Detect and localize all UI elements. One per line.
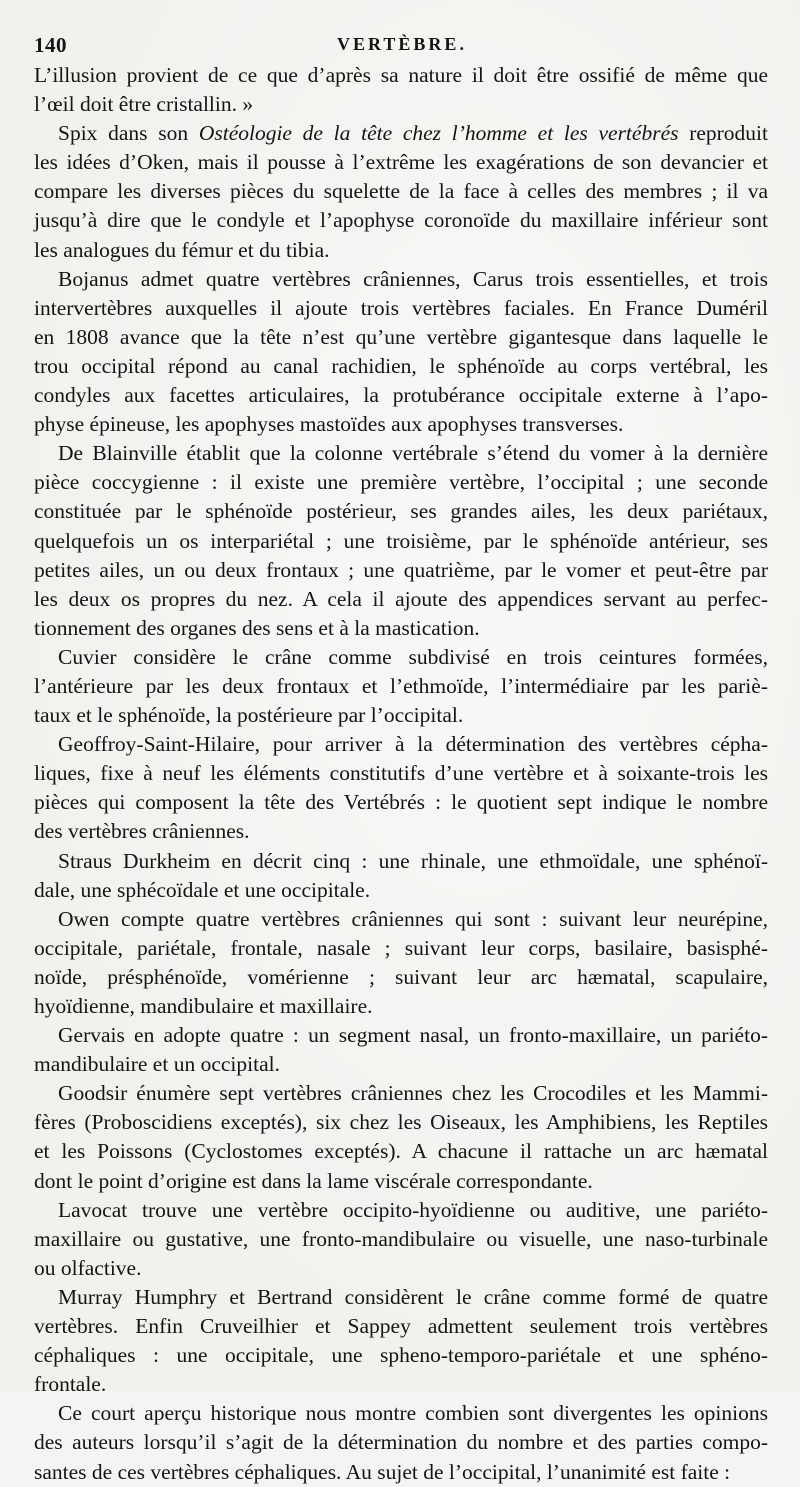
text-line: l’antérieure par les deux frontaux et l’ethmoïde, l’intermédiaire par les pariè- <box>34 673 768 698</box>
text-line: taux et le sphénoïde, la postérieure par l’occipital. <box>34 703 464 728</box>
text-line: Goodsir énumère sept vertèbres crâniennes chez les Crocodiles et les Mammi- <box>58 1081 768 1106</box>
text-line: Straus Durkheim en décrit cinq : une rhinale, une ethmoïdale, une sphénoï- <box>58 848 768 873</box>
running-title: VERTÈBRE. <box>337 34 467 54</box>
running-head <box>34 33 770 57</box>
text-line: De Blainville établit que la colonne vertébrale s’étend du vomer à la dernière <box>58 441 768 466</box>
text-line: Lavocat trouve une vertèbre occipito-hyoïdienne ou auditive, une pariéto- <box>58 1197 768 1222</box>
text-line: les deux os propres du nez. A cela il ajoute des appendices servant au perfec- <box>34 586 768 611</box>
text-line: Cuvier considère le crâne comme subdivisé en trois ceintures formées, <box>58 644 768 669</box>
text-line: dale, une sphécoïdale et une occipitale. <box>34 877 371 902</box>
text-line: fères (Proboscidiens exceptés), six chez les Oiseaux, les Amphibiens, les Reptiles <box>34 1110 768 1135</box>
text-line: noïde, présphénoïde, vomérienne ; suivant leur arc hæmatal, scapulaire, <box>34 964 768 989</box>
text-line: Murray Humphry et Bertrand considèrent le crâne comme formé de quatre <box>58 1284 768 1309</box>
text-line: Gervais en adopte quatre : un segment nasal, un fronto-maxillaire, un pariéto- <box>58 1023 768 1048</box>
text-line: quelquefois un os interpariétal ; une troisième, par le sphénoïde antérieur, ses <box>34 528 768 553</box>
text-line: condyles aux facettes articulaires, la protubérance occipitale externe à l’apo- <box>34 383 768 408</box>
text-line: des auteurs lorsqu’il s’agit de la détermination du nombre et des parties compo- <box>34 1430 768 1455</box>
text-line: compare les diverses pièces du squelette de la face à celles des membres ; il va <box>34 179 768 204</box>
text-line: tionnement des organes des sens et à la mastication. <box>34 615 480 640</box>
text-line: mandibulaire et un occipital. <box>34 1052 280 1077</box>
text-line: pièce coccygienne : il existe une première vertèbre, l’occipital ; une seconde <box>34 470 768 495</box>
text-line: occipitale, pariétale, frontale, nasale ; suivant leur corps, basilaire, basisphé- <box>34 935 768 960</box>
text-line: constituée par le sphénoïde postérieur, ses grandes ailes, les deux pariétaux, <box>34 499 768 524</box>
text-line: hyoïdienne, mandibulaire et maxillaire. <box>34 994 373 1018</box>
text-line: maxillaire ou gustative, une fronto-mandibulaire ou visuelle, une naso-turbinale <box>34 1226 768 1251</box>
text-line: Spix dans son Ostéologie de la tête chez l’homme et les vertébrés reproduit <box>58 121 768 146</box>
text-line: vertèbres. Enfin Cruveilhier et Sappey admettent seulement trois vertèbres <box>34 1314 768 1339</box>
text-line: Geoffroy-Saint-Hilaire, pour arriver à la détermination des vertèbres cépha- <box>58 732 768 757</box>
text-line: L’illusion provient de ce que d’après sa nature il doit être ossifié de même que <box>34 63 768 87</box>
text-line: Bojanus admet quatre vertèbres crâniennes, Carus trois essentielles, et trois <box>58 266 768 291</box>
body-text <box>34 61 768 1487</box>
text-line: pièces qui composent la tête des Vertébrés : le quotient sept indique le nombre <box>34 790 768 815</box>
text-line: Ce court aperçu historique nous montre combien sont divergentes les opinions <box>58 1401 768 1426</box>
text-line: petites ailes, un ou deux frontaux ; une quatrième, par le vomer et peut-être par <box>34 557 768 582</box>
text-line: des vertèbres crâniennes. <box>34 819 250 844</box>
text-line: ou olfactive. <box>34 1255 142 1280</box>
text-line: céphaliques : une occipitale, une spheno-temporo-pariétale et une sphéno- <box>34 1343 768 1368</box>
text-line: santes de ces vertèbres céphaliques. Au sujet de l’occipital, l’unanimité est faite : <box>34 1459 731 1484</box>
text-line: en 1808 avance que la tête n’est qu’une vertèbre gigantesque dans laquelle le <box>34 324 768 349</box>
text-line: physe épineuse, les apophyses mastoïdes aux apophyses transverses. <box>34 412 624 437</box>
text-line: et les Poissons (Cyclostomes exceptés). A chacune il rattache un arc hæmatal <box>34 1139 768 1164</box>
text-line: jusqu’à dire que le condyle et l’apophyse coronoïde du maxillaire inférieur sont <box>34 208 768 233</box>
text-line: intervertèbres auxquelles il ajoute trois vertèbres faciales. En France Duméril <box>34 295 768 320</box>
text-line: les analogues du fémur et du tibia. <box>34 237 330 262</box>
text-line: l’œil doit être cristallin. » <box>34 92 254 117</box>
text-line: trou occipital répond au canal rachidien, le sphénoïde au corps vertébral, les <box>34 353 768 378</box>
text-line: les idées d’Oken, mais il pousse à l’extrême les exagérations de son devancier et <box>34 150 768 175</box>
text-line: liques, fixe à neuf les éléments constitutifs d’une vertèbre et à soixante-trois les <box>34 761 768 786</box>
text-line: frontale. <box>34 1372 107 1397</box>
page-number: 140 <box>34 33 67 57</box>
text-line: dont le point d’origine est dans la lame viscérale correspondante. <box>34 1168 593 1193</box>
text-line: Owen compte quatre vertèbres crâniennes qui sont : suivant leur neurépine, <box>58 906 768 931</box>
